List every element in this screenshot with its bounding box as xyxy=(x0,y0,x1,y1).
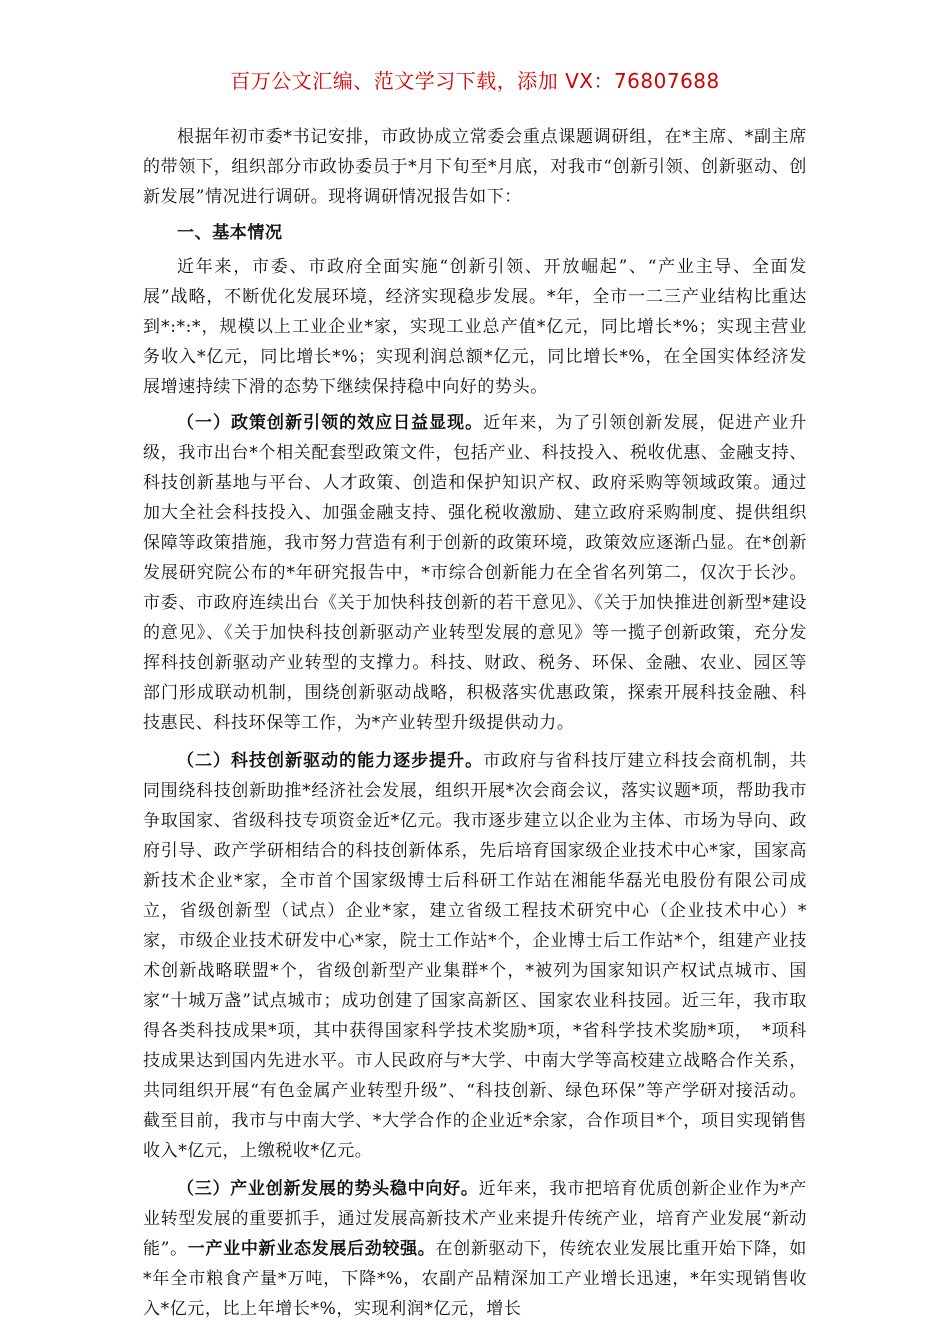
basic-situation-paragraph: 近年来，市委、市政府全面实施“创新引领、开放崛起”、“产业主导、全面发展”战略，不断优化发展环境，经济实现稳步发展。*年，全市一二三产业结构比重达到*:*:*，规模以上工业企业*家，实现工业总产值*亿元，同比增长*%；实现主营业务收入*亿元，同比增长*%；实现利润总额*亿元，同比增长*%，在全国实体经济发展增速持续下滑的态势下继续保持稳中向好的势头。 xyxy=(143,257,807,397)
subsection-industry xyxy=(143,1174,807,1324)
subsection-policy-heading: （一）政策创新引领的效应日益显现。 xyxy=(177,413,484,433)
subsection-tech-text: 市政府与省科技厅建立科技会商机制，共同围绕科技创新助推*经济社会发展，组织开展*次会商会议，落实议题*项，帮助我市争取国家、省级科技专项资金近*亿元。我市逐步建立以企业为主体、市场为导向、政府引导、政产学研相结合的科技创新体系，先后培育国家级企业技术中心*家，国家高新技术企业*家，全市首个国家级博士后科研工作站在湘能华磊光电股份有限公司成立，省级创新型（试点）企业*家，建立省级工程技术研究中心（企业技术中心）*家，市级企业技术研发中心*家，院士工作站*个，企业博士后工作站*个，组建产业技术创新战略联盟*个，省级创新型产业集群*个，*被列为国家知识产权试点城市、国家“十城万盏”试点城市；成功创建了国家高新区、国家农业科技园。近三年，我市取得各类科技成果*项，其中获得国家科学技术奖励*项，*省科学技术奖励*项， *项科技成果达到国内先进水平。市人民政府与*大学、中南大学等高校建立战略合作关系，共同组织开展“有色金属产业转型升级”、“科技创新、绿色环保”等产学研对接活动。截至目前，我市与中南大学、*大学合作的企业近*余家，合作项目*个，项目实现销售收入*亿元，上缴税收*亿元。 xyxy=(143,751,807,1161)
section-heading-basic: 一、基本情况 xyxy=(177,223,283,243)
subsection-tech-heading: （二）科技创新驱动的能力逐步提升。 xyxy=(177,751,484,771)
subsection-tech xyxy=(143,746,807,1166)
subsection-industry-text: 近年来，我市把培育优质创新企业作为*产业转型发展的重要抓手，通过发展高新技术产业来提升传统产业，培育产业发展“新动能”。 xyxy=(143,1179,807,1259)
subsection-policy-text: 近年来，为了引领创新发展，促进产业升级，我市出台*个相关配套型政策文件，包括产业、科技投入、税收优惠、金融支持、科技创新基地与平台、人才政策、创造和保护知识产权、政府采购等领域政策。通过加大全社会科技投入、加强金融支持、强化税收激励、建立政府采购制度、提供组织保障等政策措施，我市努力营造有利于创新的政策环境，政策效应逐渐凸显。在*创新发展研究院公布的*年研究报告中，*市综合创新能力在全省名列第二，仅次于长沙。市委、市政府连续出台《关于加快科技创新的若干意见》、《关于加快推进创新型*建设的意见》、《关于加快科技创新驱动产业转型发展的意见》等一揽子创新政策，充分发挥科技创新驱动产业转型的支撑力。科技、财政、税务、环保、金融、农业、园区等部门形成联动机制，围绕创新驱动战略，积极落实优惠政策，探索开展科技金融、科技惠民、科技环保等工作，为*产业转型升级提供动力。 xyxy=(143,413,807,733)
intro-paragraph: 根据年初市委*书记安排，市政协成立常委会重点课题调研组，在*主席、*副主席的带领下，组织部分市政协委员于*月下旬至*月底，对我市“创新引领、创新驱动、创新发展”情况进行调研。现将调研情况报告如下： xyxy=(143,127,807,207)
primary-industry-text: 在创新驱动下，传统农业发展比重开始下降，如*年全市粮食产量*万吨，下降*%，农副产品精深加工产业增长迅速，*年实现销售收入*亿元，比上年增长*%，实现利润*亿元，增长 xyxy=(143,1239,807,1319)
subsection-policy xyxy=(143,408,807,738)
primary-industry-heading: 一产业中新业态发展后劲较强。 xyxy=(187,1239,436,1259)
header-banner: 百万公文汇编、范文学习下载，添加 VX：76807688 xyxy=(230,69,720,93)
document-body xyxy=(143,122,807,1332)
subsection-industry-heading: （三）产业创新发展的势头稳中向好。 xyxy=(177,1179,479,1199)
